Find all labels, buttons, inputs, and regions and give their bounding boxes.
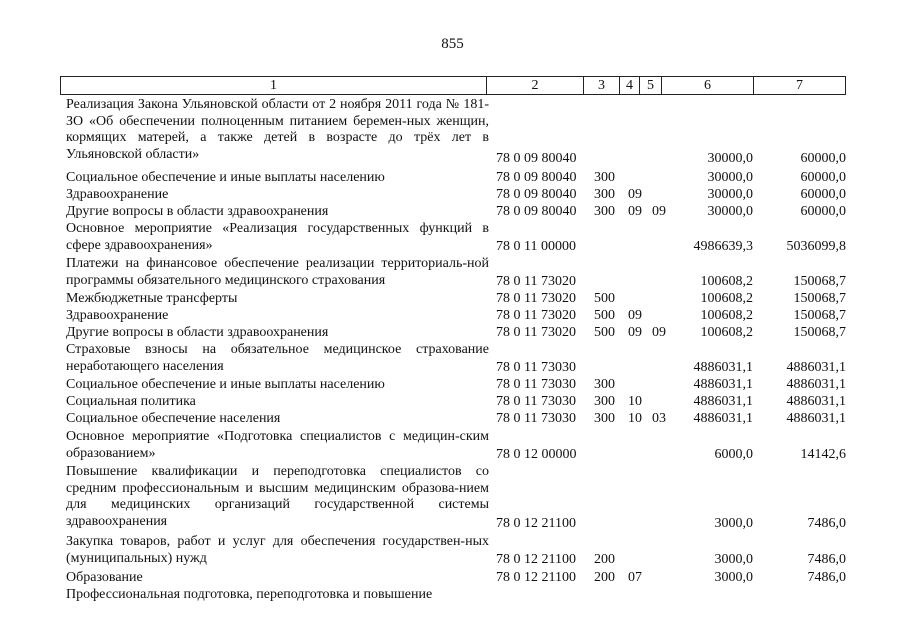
row-name: Профессиональная подготовка, переподготовка и повышение bbox=[66, 587, 433, 602]
row-target-code: 78 0 11 73020 bbox=[496, 291, 576, 306]
row-amount-col7: 150068,7 bbox=[793, 308, 846, 323]
row-name: Социальная политика bbox=[66, 394, 196, 409]
table-header bbox=[60, 76, 846, 95]
row-amount-col7: 150068,7 bbox=[793, 325, 846, 340]
row-amount-col6: 100608,2 bbox=[700, 291, 753, 306]
row-section: 09 bbox=[628, 308, 642, 323]
row-amount-col6: 3000,0 bbox=[714, 516, 753, 531]
row-target-code: 78 0 11 00000 bbox=[496, 239, 576, 254]
row-section: 10 bbox=[628, 394, 642, 409]
row-name: Повышение квалификации и переподготовка специалистов со средним профессиональным и высшим медицинским образова-нием для медицинских организаций государственной системы здравоохранения bbox=[66, 464, 489, 529]
row-amount-col7: 60000,0 bbox=[800, 204, 846, 219]
row-amount-col7: 4886031,1 bbox=[786, 411, 846, 426]
row-expense-type: 300 bbox=[594, 187, 615, 202]
header-col-1: 1 bbox=[61, 77, 487, 94]
row-section: 07 bbox=[628, 570, 642, 585]
row-section: 09 bbox=[628, 204, 642, 219]
row-target-code: 78 0 11 73020 bbox=[496, 325, 576, 340]
row-expense-type: 300 bbox=[594, 204, 615, 219]
row-amount-col7: 150068,7 bbox=[793, 274, 846, 289]
row-name: Здравоохранение bbox=[66, 187, 169, 202]
row-target-code: 78 0 12 21100 bbox=[496, 570, 576, 585]
row-expense-type: 300 bbox=[594, 170, 615, 185]
row-name: Межбюджетные трансферты bbox=[66, 291, 238, 306]
row-target-code: 78 0 12 21100 bbox=[496, 516, 576, 531]
row-target-code: 78 0 11 73030 bbox=[496, 360, 576, 375]
row-amount-col6: 4986639,3 bbox=[693, 239, 753, 254]
row-name: Платежи на финансовое обеспечение реализации территориаль-ной программы обязательного медицинского страхования bbox=[66, 256, 489, 288]
row-amount-col7: 14142,6 bbox=[800, 447, 846, 462]
header-col-6: 6 bbox=[662, 77, 754, 94]
row-amount-col6: 3000,0 bbox=[714, 570, 753, 585]
row-section: 10 bbox=[628, 411, 642, 426]
row-amount-col7: 7486,0 bbox=[807, 570, 846, 585]
row-amount-col6: 4886031,1 bbox=[693, 394, 753, 409]
row-name: Социальное обеспечение и иные выплаты населению bbox=[66, 377, 385, 392]
row-target-code: 78 0 09 80040 bbox=[496, 151, 577, 166]
row-amount-col6: 4886031,1 bbox=[693, 411, 753, 426]
header-col-5: 5 bbox=[640, 77, 662, 94]
row-amount-col7: 5036099,8 bbox=[786, 239, 846, 254]
row-target-code: 78 0 11 73020 bbox=[496, 308, 576, 323]
row-amount-col7: 4886031,1 bbox=[786, 377, 846, 392]
row-amount-col7: 60000,0 bbox=[800, 151, 846, 166]
row-subsection: 09 bbox=[652, 325, 666, 340]
row-expense-type: 500 bbox=[594, 291, 615, 306]
row-amount-col6: 6000,0 bbox=[714, 447, 753, 462]
row-expense-type: 500 bbox=[594, 325, 615, 340]
row-section: 09 bbox=[628, 325, 642, 340]
row-amount-col7: 7486,0 bbox=[807, 516, 846, 531]
row-target-code: 78 0 11 73030 bbox=[496, 377, 576, 392]
row-amount-col6: 100608,2 bbox=[700, 325, 753, 340]
row-name: Закупка товаров, работ и услуг для обеспечения государствен-ных (муниципальных) нужд bbox=[66, 534, 489, 566]
row-amount-col7: 60000,0 bbox=[800, 187, 846, 202]
row-name: Основное мероприятие «Подготовка специалистов с медицин-ским образованием» bbox=[66, 429, 489, 461]
header-col-7: 7 bbox=[796, 78, 803, 93]
row-target-code: 78 0 09 80040 bbox=[496, 170, 577, 185]
row-expense-type: 500 bbox=[594, 308, 615, 323]
row-expense-type: 300 bbox=[594, 377, 615, 392]
row-name: Страховые взносы на обязательное медицинское страхование неработающего населения bbox=[66, 342, 489, 374]
row-amount-col6: 4886031,1 bbox=[693, 360, 753, 375]
header-col-4: 4 bbox=[620, 77, 640, 94]
row-amount-col6: 100608,2 bbox=[700, 308, 753, 323]
row-expense-type: 300 bbox=[594, 411, 615, 426]
row-expense-type: 300 bbox=[594, 394, 615, 409]
row-amount-col7: 4886031,1 bbox=[786, 394, 846, 409]
row-amount-col6: 100608,2 bbox=[700, 274, 753, 289]
row-subsection: 09 bbox=[652, 204, 666, 219]
row-name: Образование bbox=[66, 570, 143, 585]
row-amount-col7: 60000,0 bbox=[800, 170, 846, 185]
row-target-code: 78 0 09 80040 bbox=[496, 204, 577, 219]
row-amount-col6: 30000,0 bbox=[707, 151, 753, 166]
row-name: Основное мероприятие «Реализация государственных функций в сфере здравоохранения» bbox=[66, 221, 489, 253]
row-name: Социальное обеспечение и иные выплаты населению bbox=[66, 170, 385, 185]
row-target-code: 78 0 11 73020 bbox=[496, 274, 576, 289]
row-target-code: 78 0 09 80040 bbox=[496, 187, 577, 202]
row-amount-col7: 7486,0 bbox=[807, 552, 846, 567]
row-amount-col6: 4886031,1 bbox=[693, 377, 753, 392]
header-col-3: 3 bbox=[584, 77, 620, 94]
row-amount-col6: 30000,0 bbox=[707, 170, 753, 185]
row-name: Другие вопросы в области здравоохранения bbox=[66, 325, 329, 340]
row-target-code: 78 0 12 00000 bbox=[496, 447, 577, 462]
page-number: 855 bbox=[441, 36, 464, 52]
row-name: Реализация Закона Ульяновской области от 2 ноября 2011 года № 181-ЗО «Об обеспечении полноценным питанием беремен-ных женщин, кормящих матерей, а также детей в возрасте до трёх лет в Ульяновской области» bbox=[66, 97, 489, 162]
row-amount-col7: 4886031,1 bbox=[786, 360, 846, 375]
row-name: Социальное обеспечение населения bbox=[66, 411, 281, 426]
row-section: 09 bbox=[628, 187, 642, 202]
row-amount-col6: 3000,0 bbox=[714, 552, 753, 567]
row-subsection: 03 bbox=[652, 411, 666, 426]
row-target-code: 78 0 11 73030 bbox=[496, 411, 576, 426]
row-name: Здравоохранение bbox=[66, 308, 169, 323]
row-expense-type: 200 bbox=[594, 552, 615, 567]
row-target-code: 78 0 12 21100 bbox=[496, 552, 576, 567]
row-amount-col6: 30000,0 bbox=[707, 187, 753, 202]
header-col-2: 2 bbox=[487, 77, 584, 94]
row-amount-col7: 150068,7 bbox=[793, 291, 846, 306]
row-target-code: 78 0 11 73030 bbox=[496, 394, 576, 409]
row-expense-type: 200 bbox=[594, 570, 615, 585]
row-name: Другие вопросы в области здравоохранения bbox=[66, 204, 329, 219]
row-amount-col6: 30000,0 bbox=[707, 204, 753, 219]
